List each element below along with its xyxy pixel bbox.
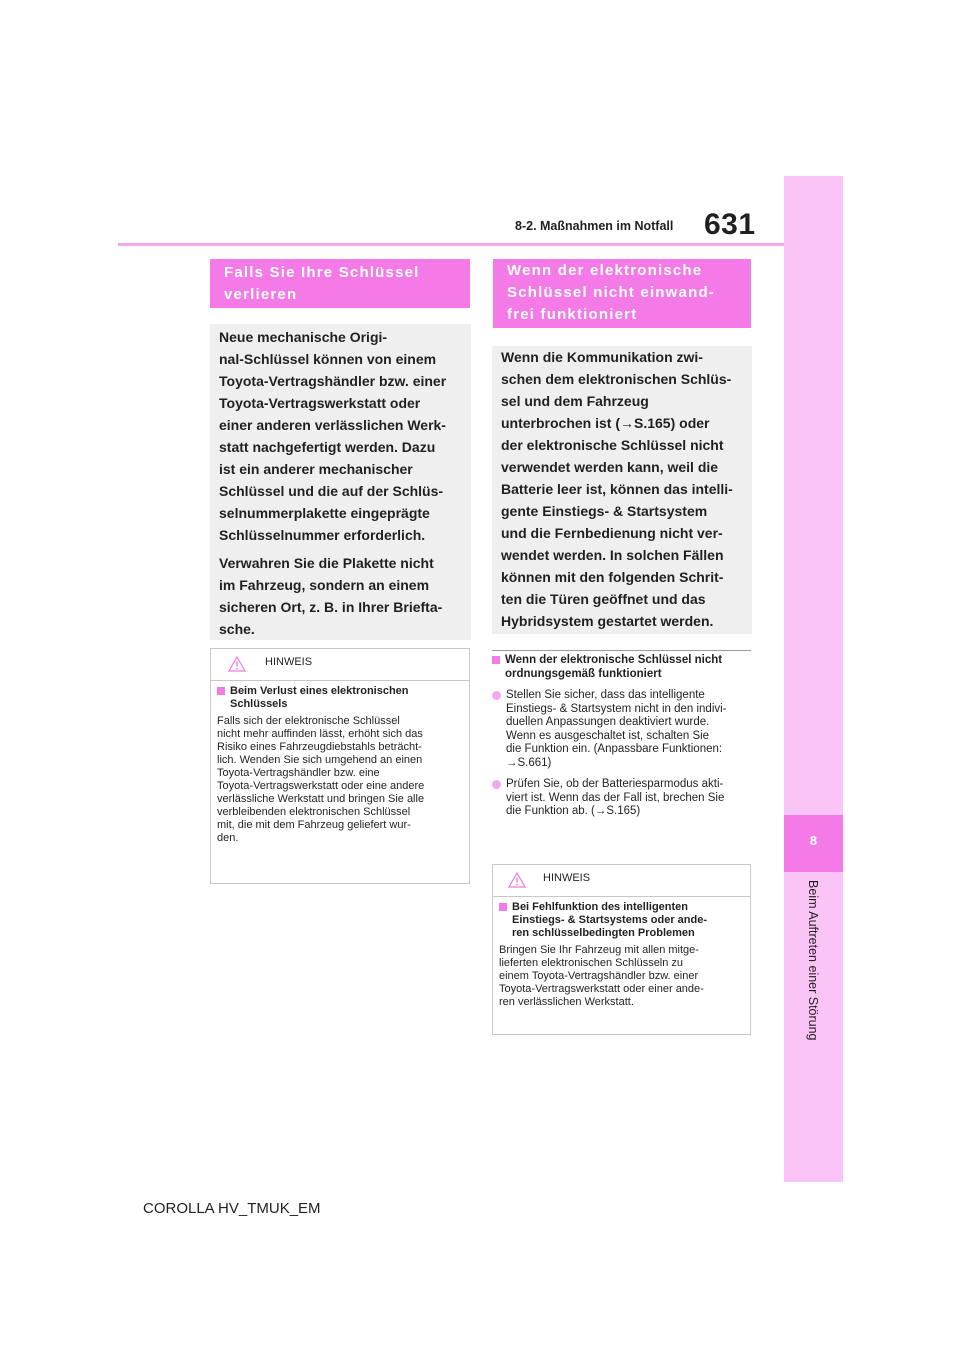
notice-title: HINWEIS [265,656,313,668]
heading-line: verlieren [224,286,298,303]
notice-item-title: Bei Fehlfunktion des intelligenten Einstiegs- & Startsystems oder ande- ren schlüsselbedingten Problemen [499,901,742,940]
square-bullet-icon [492,656,500,664]
subsection-rule [492,650,751,651]
notice-text: Bringen Sie Ihr Fahrzeug mit allen mitge- lieferten elektronischen Schlüsseln zu einem Toyota-Vertragshändler bzw. einer Toyota-Vertragswerkstatt oder einer ande- ren verlässlichen Werkstatt. [499,944,704,1008]
notice-text: Falls sich der elektronische Schlüssel nicht mehr auffinden lässt, erhöht sich das Risiko eines Fahrzeugdiebstahls beträcht- lich. Wenden Sie sich umgehend an einen Toyota-Vertragshändler bzw. eine Toyota-Vertragswerkstatt oder eine andere verlässliche Werkstatt und bringen Sie alle verbleibenden elektronischen Schlüssel mit, die mit dem Fahrzeug geliefert wur- den. [217,715,425,844]
warning-triangle-icon [228,656,246,672]
notice-item-title: Beim Verlust eines elektronischen Schlüssels [217,685,461,711]
body-paragraph: Verwahren Sie die Plakette nicht im Fahrzeug, sondern an einem sicheren Ort, z. B. in Ihrer Briefta- sche. [219,555,443,637]
notice-title: HINWEIS [543,872,591,884]
list-item: Prüfen Sie, ob der Batteriesparmodus akti- viert ist. Wenn das der Fall ist, brechen Sie die Funktion ab. (→S.165) [492,778,754,819]
notice-box-lost-key [210,648,470,884]
subsection-key-malfunction [492,654,754,827]
heading-line: frei funktioniert [507,306,638,323]
section-title: 8-2. Maßnahmen im Notfall [515,219,674,233]
key-malfunction-body [492,346,752,634]
heading-lost-keys [210,259,470,308]
page-number: 631 [704,208,756,241]
warning-triangle-icon [508,872,526,888]
body-paragraph: Wenn die Kommunikation zwi- schen dem elektronischen Schlüs- sel und dem Fahrzeug unterbrochen ist (→S.165) oder der elektronische Schlüssel nicht verwendet werden kann, weil die Batterie leer ist, können das intelli- gente Einstiegs- & Startsystem und die Fernbedienung nicht ver- wendet werden. In solchen Fällen können mit den folgenden Schrit- ten die Türen geöffnet und das Hybridsystem gestartet werden. [501,349,733,629]
notice-header [211,649,469,681]
list-item: Stellen Sie sicher, dass das intelligente Einstiegs- & Startsystem nicht in den indivi- duellen Anpassungen deaktiviert wurde. Wenn es ausgeschaltet ist, schalten Sie die Funktion ein. (Anpassbare Funktionen: →S.661) [492,689,754,770]
chapter-number: 8 [809,833,818,848]
square-bullet-icon [499,903,507,911]
heading-line: Wenn der elektronische [507,262,703,279]
round-bullet-icon [492,780,501,789]
heading-line: Falls Sie Ihre Schlüssel [224,264,420,281]
model-code: COROLLA HV_TMUK_EM [143,1200,321,1217]
header-rule [118,243,784,246]
lost-keys-body [210,324,471,640]
notice-box-smart-system [492,864,751,1035]
heading-key-malfunction [493,259,751,328]
subsection-title: Wenn der elektronische Schlüssel nicht ordnungsgemäß funktioniert [492,654,754,681]
round-bullet-icon [492,691,501,700]
body-paragraph: Neue mechanische Origi- nal-Schlüssel können von einem Toyota-Vertragshändler bzw. einer Toyota-Vertragswerkstatt oder einer anderen verlässlichen Werk- statt nachgefertigt werden. Dazu ist ein anderer mechanischer Schlüssel und die auf der Schlüs- selnummerplakette eingeprägte Schlüsselnummer erforderlich. [219,329,447,543]
heading-line: Schlüssel nicht einwand- [507,284,716,301]
notice-header [493,865,750,897]
chapter-title: Beim Auftreten einer Störung [806,880,820,1041]
square-bullet-icon [217,687,225,695]
